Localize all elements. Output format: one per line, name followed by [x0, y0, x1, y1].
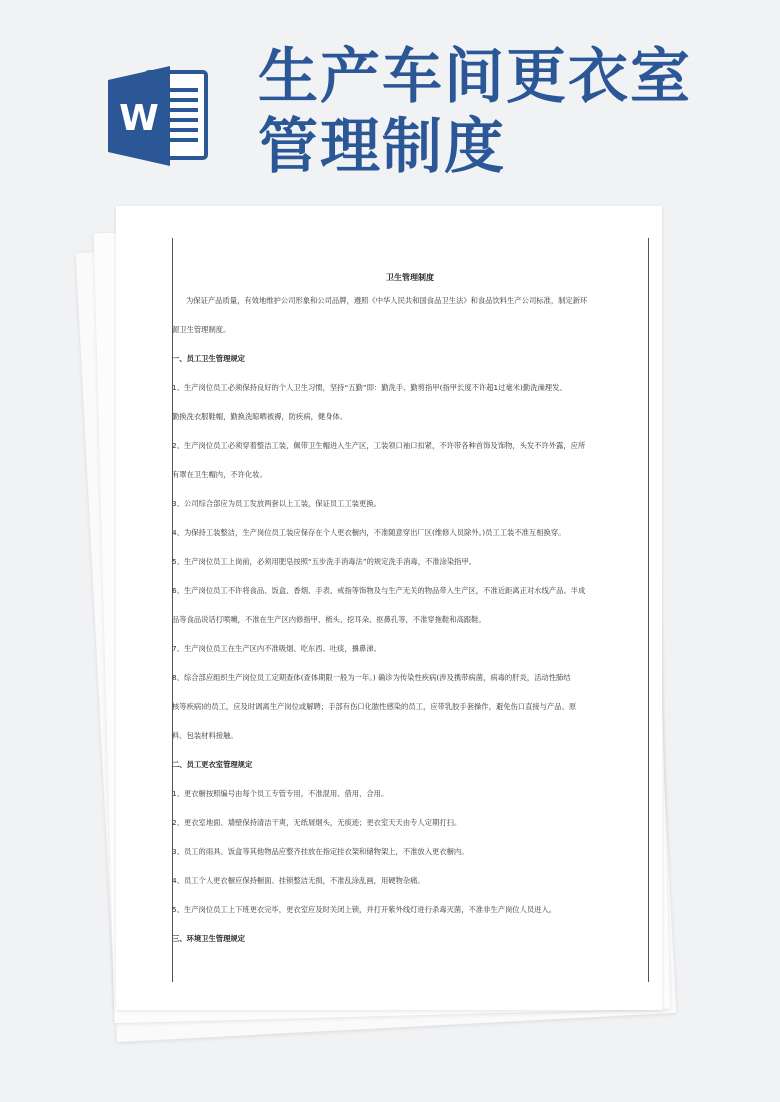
- paragraph-line: 2、更衣室地面、墙壁保持清洁干爽，无纸屑烟头，无痰迹；更衣室天天由专人定期打扫。: [172, 818, 462, 827]
- document-body: [172, 270, 648, 953]
- word-document-icon: [108, 66, 210, 166]
- section-heading: 二、员工更衣室管理规定: [172, 760, 253, 769]
- paragraph-line: 8、综合部应组织生产岗位员工定期查体(查体期限一般为一年。) 确诊为传染性疾病(涉及携带病菌，病毒的肝炎，活动性肺结: [172, 673, 571, 682]
- paragraph-line: 源卫生管理制度。: [172, 325, 231, 334]
- document-title: 卫生管理制度: [386, 273, 434, 282]
- paragraph-line: 4、员工个人更衣橱应保持橱面、挂锁整洁无损，不准乱涂乱画，用硬物杂痛。: [172, 876, 425, 885]
- svg-text:W: W: [119, 98, 159, 139]
- paragraph-line: 7、生产岗位员工在生产区内不准吸烟、吃东西、吐痰，擤鼻涕。: [172, 644, 381, 653]
- paragraph-line: 6、生产岗位员工不许将食品、饭盒、香烟、手表、戒指等饰物及与生产无关的物品带入生产区，不准近距离正对水线产品、半成: [172, 586, 586, 595]
- paragraph-line: 5、生产岗位员工上下班更衣完毕，更衣室应及时关闭上锁，并打开紫外线灯进行杀毒灭菌，不准非生产岗位人员进入。: [172, 905, 557, 914]
- section-heading: 一、员工卫生管理规定: [172, 354, 245, 363]
- paragraph-line: 有罩在卫生帽内，不许化妆。: [172, 470, 267, 479]
- document-page: [116, 206, 662, 1010]
- margin-line-right: [648, 238, 649, 982]
- paragraph-line: 1、更衣橱按照编号由每个员工专管专用，不准混用、借用、合用。: [172, 789, 389, 798]
- paragraph-line: 核等疾病)的员工，应及时调离生产岗位或解聘；手部有伤口化脓性感染的员工，应带乳胶手套操作，避免伤口直接与产品、原: [172, 702, 577, 711]
- paragraph-line: 3、公司综合部应为员工发放两套以上工装，保证员工工装更换。: [172, 499, 381, 508]
- paragraph-line: 5、生产岗位员工上岗前，必须用肥皂按照“五步洗手消毒法”的规定洗手消毒，不准涂染指甲。: [172, 557, 477, 566]
- paragraph-line: 2、生产岗位员工必须穿着整洁工装，佩带卫生帽进入生产区，工装领口袖口扣紧，不许带各种首饰及饰物，头发不许外露，应所: [172, 441, 586, 450]
- paragraph-line: 勤换洗衣服鞋帽，勤换洗晾晒被褥，防疾病，健身体。: [172, 412, 348, 421]
- paragraph-line: 4、为保持工装整洁，生产岗位员工装应保存在个人更衣橱内，不准随意穿出厂区(维修人员除外。)员工工装不准互相换穿。: [172, 528, 566, 537]
- paragraph-line: 为保证产品质量，有效地维护公司形象和公司品牌，遵照《中华人民共和国食品卫生法》和食品饮料生产公司标准，制定新环: [186, 296, 588, 305]
- paragraph-line: 品等食品说话打喷嚏，不准在生产区内修指甲、梳头、挖耳朵、抠鼻孔等，不准穿拖鞋和高跟鞋。: [172, 615, 486, 624]
- section-heading: 三、环境卫生管理规定: [172, 934, 245, 943]
- paragraph-line: 3、员工的雨具、饭盒等其他物品应整齐挂放在指定挂衣架和储物架上，不准放入更衣橱内。: [172, 847, 469, 856]
- paragraph-line: 1、生产岗位员工必须保持良好的个人卫生习惯，坚持“五勤”即：勤洗手、勤剪指甲(指甲长度不许超1过毫米)勤洗澡理发、: [172, 383, 567, 392]
- page-title: 生产车间更衣室管理制度: [258, 42, 692, 182]
- paragraph-line: 料、包装材料接触。: [172, 731, 238, 740]
